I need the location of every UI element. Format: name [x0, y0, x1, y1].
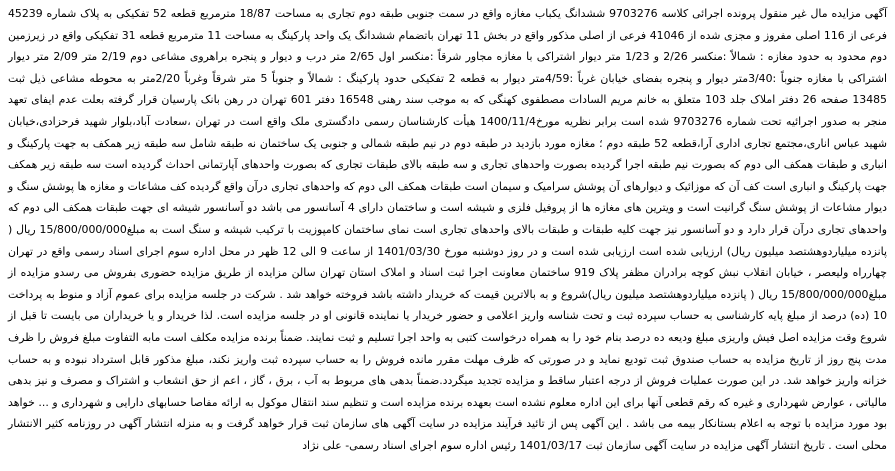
auction-notice-text: آگهی مزایده مال غیر منقول پرونده اجرائی کلاسه 9703276 ششدانگ یکباب مغازه واقع در سمت جنوبی طبقه دوم تجاری به مساحت 18/87 مترمربع قطعه 52 تفکیکی به پلاک شماره 45239 فرعی از 116 اصلی مفروز و مجزی شده از 41046 فرعی از اصلی مذکور واقع در بخش 11 تهران باتضمام ششدانگ یک واحد پارکینگ به مساحت 11 مترمربع قطعه 31 تفکیکی واقع در زیرزمین دوم محدود به حدود مغازه : شمالاً :منکسر 2/26 و 1/23 متر دیوار اشتراکی با مغازه مجاور شرقاً :منکسر اول 2/65 متر درب و دیوار و پنجره براهروی مشاعی دوم 2/19 متر 2/09 متر دیوار اشتراکی با مغازه جنوباً :3/40متر دیوار و پنجره بفضای خیابان غرباً :4/59متر دیوار به قطعه 2 تفکیکی حدود پارکینگ : شمالاً و جنوباً 5 متر شرقاً وغرباً 2/20متر به محوطه مشاعی ذیل ثبت 13485 صفحه 26 دفتر املاک جلد 103 متعلق به خانم مریم السادات مصطفوی کهنگی که به موجب سند رهنی 16548 دفتر 601 تهران در رهن بانک پارسیان قرار گرفته بعلت عدم ایفای تعهد منجر به صدور اجرائیه تحت شماره 9703276 شده است برابر نظریه مورخ1400/11/4 هیأت کارشناسان رسمی دادگستری ملک واقع است در تهران ،سعادت آباد،بلوار شهید فرحزادی،خیابان شهید عباس اناری،مجتمع تجاری اداری آرا،قطعه 52 طبقه دوم ؛ مغازه مورد بازدید در طبقه دوم در نیم طبقه شمالی و جنوبی یک ساختمان نه طبقه شامل سه طبقه زیر همکف به جهت پارکینگ و انباری و طبقات همکف الی دوم که بصورت نیم طبقه اجرا گردیده بصورت واحدهای تجاری و سه طبقه بالای طبقات تجاری که بصورت واحدهای آپارتمانی احداث گردیده است سه طبقه زیر همکف جهت پارکینگ و انباری است کف آن که موزائیک و دیوارهای آن پوشش سرامیک و سیمان است طبقات همکف الی دوم که واحدهای تجاری درآن واقع گردیده کف مشاعات و مغازه ها پوشش سنگ و دیوار مشاعات از پوشش سنگ گرانیت است و ویترین های مغازه ها از پروفیل فلزی و شیشه است و ساختمان دارای 4 آسانسور می باشد دو آسانسور شیشه ای جهت طبقات همکف الی دوم که واحدهای تجاری درآن قرار دارد و دو آسانسور نیز جهت کلیه طبقات و طبقات بالای واحدهای تجاری است نمای ساختمان کامپوزیت با ترکیب شیشه و سنگ است به مبلغ15/800/000/000 ریال ( پانزده میلیاردوهشتصد میلیون ریال) ارزیابی شده است ارزیابی شده است و در روز دوشنبه مورخ 1401/03/30 از ساعت 9 الی 12 ظهر در محل اداره سوم اجرای اسناد رسمی واقع در تهران چهارراه ولیعصر ، خیابان انقلاب نبش کوچه برادران مظفر پلاک 919 ساختمان معاونت اجرا ثبت اسناد و املاک استان تهران سالن مزایده از طریق مزایده حضوری بفروش می رسدو مزایده از مبلغ15/800/000/000 ریال ( پانزده میلیاردوهشتصد میلیون ریال)شروع و به بالاترین قیمت که خریدار داشته باشد فروخته خواهد شد . شرکت در جلسه مزایده برای عموم آزاد و منوط به پرداخت 10 (ده) درصد از مبلغ پایه کارشناسی به حساب سپرده ثبت و تحت شناسه واریز اعلامی و حضور خریدار یا نماینده قانونی او در جلسه مزایده است. لذا خریدار و یا خریداران می بایست تا قبل از شروع وقت مزایده اصل فیش واریزی مبلغ ودیعه ده درصد بنام خود را به همراه درخواست کتبی به واحد اجرا تسلیم و ثبت نمایند. ضمناً برنده مزایده مکلف است مابه التفاوت مبلغ فروش را ظرف مدت پنج روز از تاریخ مزایده به حساب صندوق ثبت تودیع نماید و در صورتی که ظرف مهلت مقرر مانده فروش را به حساب سپرده ثبت واریز نکند، مبلغ مذکور قابل استرداد نبوده و به حساب خزانه واریز خواهد شد. در این صورت عملیات فروش از درجه اعتبار ساقط و مزایده تجدید میگردد.ضمناً بدهی های مربوط به آب ، برق ، گاز ، اعم از حق انشعاب و اشتراک و مصرف و نیز بدهی مالیاتی ، عوارض شهرداری و غیره که رقم قطعی آنها برای این اداره معلوم نشده است بعهده برنده مزایده است و تنظیم سند انتقال موکول به ارائه مفاصا حسابهای دارایی و شهرداری و ... خواهد بود مورد مزایده با توجه به اعلام بستانکار بیمه می باشد . این آگهی پس از تائید فرآیند مزایده در سایت آگهی های سازمان ثبت قرار خواهد گرفت و به منزله انتشار آگهی در روزنامه کثیر الانتشار محلی است . تاریخ انتشار آگهی مزایده در سایت آگهی سازمان ثبت 1401/03/17 رئیس اداره سوم اجرای اسناد رسمی- علی نژاد: [8, 7, 888, 452]
